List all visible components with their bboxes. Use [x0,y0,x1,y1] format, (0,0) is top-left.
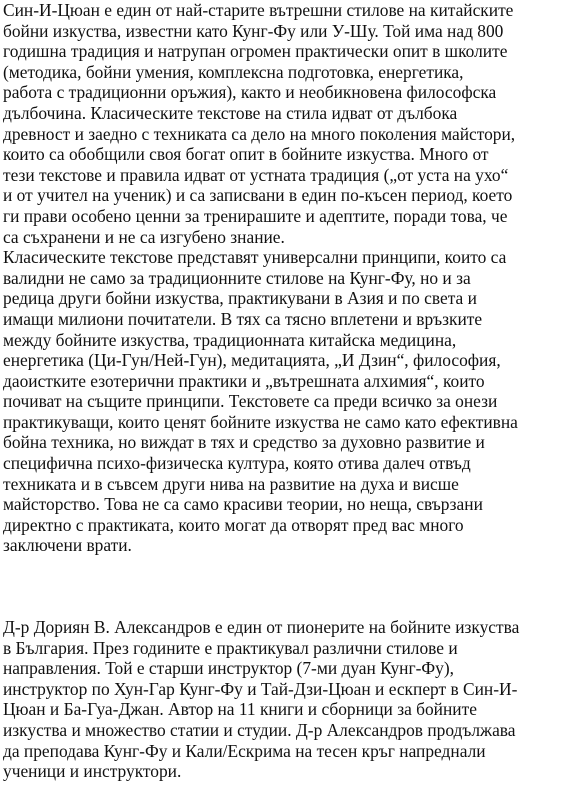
text-line: бойна техника, но виждат в тях и средство за духовно развитие и [3,432,485,453]
text-line: редица други бойни изкуства, практикувани в Азия и по света и [3,288,477,309]
text-line: ги прави особено ценни за тренирашите и адептите, поради това, че [3,205,508,226]
text-line: практикуващи, които ценят бойните изкуства не само като ефективна [3,411,518,432]
text-line: даоистките езотерични практики и „вътрешната алхимия“, които [3,370,485,391]
text-line: почиват на същите принципи. Текстовете са преди всичко за онези [3,391,498,412]
text-line: (методика, бойни умения, комплексна подготовка, енергетика, [3,61,464,82]
text-line: между бойните изкуства, традиционната китайска медицина, [3,329,457,350]
text-line: са съхранени и не са изгубено знание. [3,226,285,247]
paragraph-spacer [3,556,578,617]
text-line: Цюан и Ба-Гуа-Джан. Автор на 11 книги и сборници за бойните [3,699,477,720]
text-line: енергетика (Ци-Гун/Ней-Гун), медитацията, „И Дзин“, философия, [3,350,501,371]
text-line: Син-И-Цюан е един от най-старите вътрешни стилове на китайските [3,0,514,20]
text-line: изкуства и множество статии и студии. Д-р Александров продължава [3,720,516,740]
text-line: валидни не само за традиционните стилове на Кунг-Фу, но и за [3,267,471,288]
text-line: Класическите текстове представят универсални принципи, които са [3,247,507,268]
text-line: дълбочина. Класическите текстове на стила идват от дълбока [3,102,458,123]
text-line: заключени врати. [3,535,132,556]
text-line: в България. През годините е практикувал различни стилове и [3,637,458,658]
text-line: майсторство. Това не са само красиви теории, но неща, свързани [3,494,483,515]
text-line: работа с традиционни оръжия), както и необикновена философска [3,82,497,103]
text-line: годишна традиция и натрупан огромен практически опит в школите [3,41,508,62]
text-line: тези текстове и правила идват от устната традиция („от уста на ухо“ [3,164,509,185]
paragraph-style-history [3,0,578,247]
text-line: бойни изкуства, известни като Кунг-Фу или У-Шу. Той има над 800 [3,20,504,41]
text-line: да преподава Кунг-Фу и Кали/Ескрима на тесен кръг напреднали [3,740,486,761]
document-page [3,0,578,782]
text-line: древност и заедно с техниката са дело на много поколения майстори, [3,123,516,144]
paragraph-author-bio [3,617,578,782]
text-line: инструктор по Хун-Гар Кунг-Фу и Тай-Дзи-Цюан и ескперт в Син-И- [3,678,518,699]
text-line: направления. Той е старши инструктор (7-ми дуан Кунг-Фу), [3,658,454,679]
text-line: и от учител на ученик) и са записвани в един по-късен период, което [3,185,513,206]
text-line: техниката и в съвсем други нива на развитие на духа и висше [3,473,459,494]
text-line: ученици и инструктори. [3,761,182,782]
text-line: директно с практиката, които могат да отворят пред вас много [3,514,464,535]
text-line: които са обобщили своя богат опит в бойните изкуства. Много от [3,144,489,165]
text-line: специфична психо-физическа култура, която отива далеч отвъд [3,453,471,474]
paragraph-classic-texts [3,247,578,556]
text-line: имащи милиони почитатели. В тях са тясно вплетени и връзките [3,308,483,329]
text-line: Д-р Дориян В. Александров е един от пионерите на бойните изкуства [3,617,520,638]
